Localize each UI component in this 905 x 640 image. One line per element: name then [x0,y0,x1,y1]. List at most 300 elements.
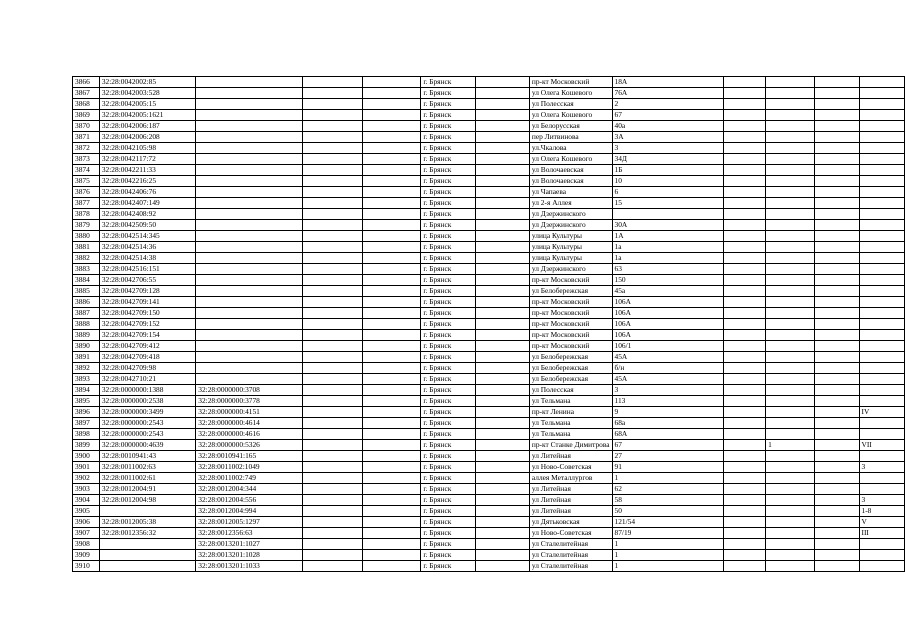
cell-c12: VII [859,440,905,451]
cell-street: пр-кт Московский [529,77,612,88]
cell-c10 [766,77,815,88]
table-row [73,330,905,341]
cell-empty [475,154,529,165]
cell-empty [475,539,529,550]
cell-cad2 [196,242,303,253]
cell-num: 3866 [73,77,100,88]
cell-street: ул Чапаева [529,187,612,198]
cell-c10 [766,220,815,231]
cell-house: 45а [612,286,723,297]
table-row [73,253,905,264]
cell-empty [475,176,529,187]
cell-house: 6 [612,187,723,198]
cell-cad: 32:28:0042105:98 [99,143,195,154]
cell-empty [475,308,529,319]
cell-cad: 32:28:0000000:1388 [99,385,195,396]
cell-empty [723,495,765,506]
cell-house: 106А [612,330,723,341]
cell-cad: 32:28:0042006:208 [99,132,195,143]
cell-house: 1 [612,473,723,484]
cell-empty [723,319,765,330]
table-row [73,517,905,528]
cell-num: 3869 [73,110,100,121]
cell-street: ул Волочаевская [529,176,612,187]
table-row [73,385,905,396]
cell-street: пр-кт Станке Димитрова [529,440,612,451]
cell-empty [723,99,765,110]
cell-c10 [766,88,815,99]
cell-empty [303,352,363,363]
cell-num: 3888 [73,319,100,330]
cell-empty [475,275,529,286]
cell-c10 [766,473,815,484]
cell-c12 [859,231,905,242]
cell-street: ул Полесская [529,99,612,110]
cell-empty [363,264,421,275]
cell-empty [723,396,765,407]
cell-empty [363,143,421,154]
cell-cad: 32:28:0042709:141 [99,297,195,308]
cell-street: пр-кт Ленина [529,407,612,418]
cell-c12 [859,561,905,572]
cell-house: 113 [612,396,723,407]
cell-house: 62 [612,484,723,495]
cell-city: г. Брянск [421,165,476,176]
cell-empty [723,77,765,88]
cell-c10 [766,264,815,275]
cell-street: ул Дзержинского [529,220,612,231]
cell-city: г. Брянск [421,187,476,198]
cell-street: ул Дятьковская [529,517,612,528]
cell-house: 106А [612,308,723,319]
table-row [73,550,905,561]
cell-empty [475,473,529,484]
cell-c10 [766,165,815,176]
cell-empty [363,209,421,220]
cell-empty [475,429,529,440]
cell-city: г. Брянск [421,242,476,253]
cell-house [612,209,723,220]
cell-cad2 [196,341,303,352]
table-row [73,88,905,99]
cell-empty [815,319,859,330]
cell-cad2 [196,297,303,308]
cell-cad2 [196,209,303,220]
cell-street: пр-кт Московский [529,308,612,319]
cell-empty [815,451,859,462]
cell-empty [723,242,765,253]
cell-num: 3909 [73,550,100,561]
cell-num: 3897 [73,418,100,429]
cell-empty [303,275,363,286]
cell-street: ул Белобережская [529,363,612,374]
cell-c10 [766,99,815,110]
cell-empty [815,77,859,88]
cell-empty [303,451,363,462]
cell-empty [303,517,363,528]
cell-empty [303,374,363,385]
table-row [73,319,905,330]
cell-cad2 [196,198,303,209]
cell-c12 [859,176,905,187]
cell-num: 3887 [73,308,100,319]
cell-c12 [859,253,905,264]
cell-cad: 32:28:0042005:1621 [99,110,195,121]
cell-cad: 32:28:0042709:418 [99,352,195,363]
cell-city: г. Брянск [421,385,476,396]
cell-city: г. Брянск [421,319,476,330]
cell-empty [475,462,529,473]
cell-cad2: 32:28:0000000:4614 [196,418,303,429]
cell-empty [303,209,363,220]
cell-empty [475,99,529,110]
cell-empty [723,429,765,440]
cell-empty [303,176,363,187]
cell-c10 [766,154,815,165]
cell-c10 [766,286,815,297]
table-row [73,209,905,220]
cell-empty [363,330,421,341]
cell-empty [363,308,421,319]
cell-cad2 [196,187,303,198]
registry-table [72,76,905,572]
cell-empty [815,275,859,286]
cell-empty [363,473,421,484]
cell-empty [363,132,421,143]
cell-house: 10 [612,176,723,187]
cell-empty [723,517,765,528]
cell-cad: 32:28:0042514:36 [99,242,195,253]
cell-cad2: 32:28:0012004:344 [196,484,303,495]
cell-empty [723,110,765,121]
cell-empty [363,110,421,121]
cell-empty [815,374,859,385]
cell-empty [815,429,859,440]
cell-empty [815,154,859,165]
cell-c10 [766,176,815,187]
cell-house: 1а [612,253,723,264]
cell-cad2: 32:28:0013201:1033 [196,561,303,572]
cell-street: ул Волочаевская [529,165,612,176]
cell-c10 [766,275,815,286]
cell-empty [475,121,529,132]
cell-c10 [766,209,815,220]
cell-cad [99,561,195,572]
cell-empty [363,297,421,308]
table-row [73,132,905,143]
cell-num: 3890 [73,341,100,352]
cell-empty [815,495,859,506]
cell-city: г. Брянск [421,264,476,275]
cell-house: 40а [612,121,723,132]
cell-cad: 32:28:0000000:2543 [99,429,195,440]
cell-empty [815,187,859,198]
cell-city: г. Брянск [421,451,476,462]
cell-empty [723,165,765,176]
cell-street: ул Тельмана [529,396,612,407]
cell-cad2 [196,176,303,187]
cell-empty [363,374,421,385]
cell-empty [723,253,765,264]
cell-empty [475,220,529,231]
cell-cad2 [196,110,303,121]
cell-empty [723,209,765,220]
table-row [73,495,905,506]
cell-city: г. Брянск [421,528,476,539]
table-row [73,429,905,440]
cell-cad2 [196,132,303,143]
cell-street: улица Культуры [529,253,612,264]
cell-empty [475,374,529,385]
cell-c12: 3 [859,495,905,506]
cell-empty [363,198,421,209]
cell-empty [475,110,529,121]
cell-c12 [859,209,905,220]
cell-city: г. Брянск [421,176,476,187]
cell-empty [815,286,859,297]
cell-empty [303,165,363,176]
cell-cad2: 32:28:0013201:1028 [196,550,303,561]
cell-empty [723,286,765,297]
cell-empty [723,484,765,495]
cell-empty [475,528,529,539]
cell-c10 [766,319,815,330]
cell-empty [475,385,529,396]
cell-cad2 [196,330,303,341]
cell-c10 [766,418,815,429]
cell-empty [723,231,765,242]
cell-empty [303,99,363,110]
cell-c10 [766,429,815,440]
cell-num: 3908 [73,539,100,550]
cell-cad: 32:28:0042408:92 [99,209,195,220]
cell-c10 [766,561,815,572]
cell-street: ул Олега Кошевого [529,154,612,165]
table-row [73,297,905,308]
cell-cad2 [196,143,303,154]
table-row [73,187,905,198]
cell-city: г. Брянск [421,539,476,550]
cell-empty [723,440,765,451]
cell-house: 67 [612,440,723,451]
cell-city: г. Брянск [421,275,476,286]
cell-empty [475,286,529,297]
cell-num: 3892 [73,363,100,374]
cell-city: г. Брянск [421,418,476,429]
cell-street: пр-кт Московский [529,330,612,341]
cell-num: 3870 [73,121,100,132]
cell-house: 68А [612,429,723,440]
cell-c12 [859,374,905,385]
cell-street: пр-кт Московский [529,297,612,308]
cell-cad: 32:28:0012005:38 [99,517,195,528]
cell-num: 3895 [73,396,100,407]
cell-c12 [859,451,905,462]
cell-empty [303,220,363,231]
cell-street: ул Сталелитейная [529,539,612,550]
cell-street: пр-кт Московский [529,341,612,352]
cell-street: ул Олега Кошевого [529,88,612,99]
cell-cad: 32:28:0042003:528 [99,88,195,99]
cell-cad2: 32:28:0000000:4151 [196,407,303,418]
cell-street: ул Белорусская [529,121,612,132]
cell-city: г. Брянск [421,330,476,341]
cell-empty [475,165,529,176]
cell-street: улица Культуры [529,242,612,253]
cell-num: 3878 [73,209,100,220]
cell-house: 150 [612,275,723,286]
cell-c10 [766,253,815,264]
cell-house: 67 [612,110,723,121]
cell-num: 3880 [73,231,100,242]
table-row [73,451,905,462]
cell-empty [475,418,529,429]
cell-c12 [859,319,905,330]
cell-empty [363,418,421,429]
cell-c10 [766,341,815,352]
cell-street: ул Дзержинского [529,209,612,220]
cell-cad: 32:28:0042516:151 [99,264,195,275]
table-row [73,374,905,385]
table-row [73,363,905,374]
cell-city: г. Брянск [421,308,476,319]
cell-empty [815,220,859,231]
cell-c10 [766,517,815,528]
cell-empty [815,407,859,418]
cell-empty [475,396,529,407]
cell-empty [475,517,529,528]
cell-empty [303,506,363,517]
cell-city: г. Брянск [421,231,476,242]
cell-c10 [766,374,815,385]
cell-c12 [859,352,905,363]
cell-empty [723,352,765,363]
cell-empty [723,506,765,517]
cell-house: 45А [612,374,723,385]
cell-c10 [766,198,815,209]
cell-num: 3889 [73,330,100,341]
cell-house: 1 [612,550,723,561]
cell-cad: 32:28:0000000:2538 [99,396,195,407]
cell-cad2: 32:28:0012004:994 [196,506,303,517]
cell-cad: 32:28:0042709:412 [99,341,195,352]
cell-empty [723,330,765,341]
cell-cad2: 32:28:0012356:63 [196,528,303,539]
cell-house: 3А [612,132,723,143]
cell-empty [303,363,363,374]
cell-empty [815,330,859,341]
cell-house: 2 [612,99,723,110]
cell-cad2 [196,231,303,242]
cell-street: ул Литейная [529,495,612,506]
cell-street: ул Сталелитейная [529,561,612,572]
cell-empty [363,396,421,407]
cell-num: 3884 [73,275,100,286]
cell-c12 [859,121,905,132]
cell-empty [723,308,765,319]
cell-street: ул Тельмана [529,418,612,429]
cell-num: 3910 [73,561,100,572]
cell-empty [815,528,859,539]
cell-empty [815,484,859,495]
cell-cad: 32:28:0042709:152 [99,319,195,330]
cell-c10 [766,539,815,550]
cell-empty [723,275,765,286]
cell-house: 18А [612,77,723,88]
cell-num: 3900 [73,451,100,462]
cell-empty [815,297,859,308]
cell-street: ул 2-я Аллея [529,198,612,209]
cell-empty [815,352,859,363]
cell-c10 [766,242,815,253]
cell-cad2: 32:28:0000000:5326 [196,440,303,451]
cell-empty [363,77,421,88]
cell-empty [303,550,363,561]
cell-empty [815,539,859,550]
cell-cad2 [196,121,303,132]
cell-house: 58 [612,495,723,506]
cell-c10 [766,143,815,154]
cell-empty [363,165,421,176]
cell-c10 [766,385,815,396]
cell-street: ул Полесская [529,385,612,396]
cell-cad2: 32:28:0011002:1049 [196,462,303,473]
cell-city: г. Брянск [421,495,476,506]
cell-c12: III [859,528,905,539]
cell-cad2 [196,165,303,176]
table-row [73,198,905,209]
cell-cad2 [196,352,303,363]
cell-c10 [766,550,815,561]
cell-c12 [859,165,905,176]
cell-city: г. Брянск [421,220,476,231]
cell-empty [815,198,859,209]
cell-cad2 [196,253,303,264]
cell-empty [815,561,859,572]
cell-cad: 32:28:0042211:33 [99,165,195,176]
cell-c10 [766,451,815,462]
cell-c10 [766,132,815,143]
cell-street: ул Литейная [529,451,612,462]
cell-c12 [859,275,905,286]
cell-empty [303,561,363,572]
cell-empty [815,517,859,528]
cell-c12 [859,264,905,275]
cell-num: 3881 [73,242,100,253]
cell-cad: 32:28:0042216:25 [99,176,195,187]
cell-empty [475,440,529,451]
cell-empty [363,231,421,242]
cell-house: 1а [612,242,723,253]
cell-num: 3891 [73,352,100,363]
cell-street: ул Ново-Советская [529,528,612,539]
cell-cad2: 32:28:0012004:556 [196,495,303,506]
cell-empty [723,561,765,572]
cell-cad2 [196,374,303,385]
cell-c10 [766,308,815,319]
cell-c12 [859,429,905,440]
cell-house: 30А [612,220,723,231]
cell-city: г. Брянск [421,110,476,121]
cell-city: г. Брянск [421,429,476,440]
cell-empty [303,330,363,341]
cell-empty [363,440,421,451]
cell-empty [363,363,421,374]
cell-city: г. Брянск [421,374,476,385]
cell-num: 3893 [73,374,100,385]
cell-num: 3875 [73,176,100,187]
cell-house: 1Б [612,165,723,176]
